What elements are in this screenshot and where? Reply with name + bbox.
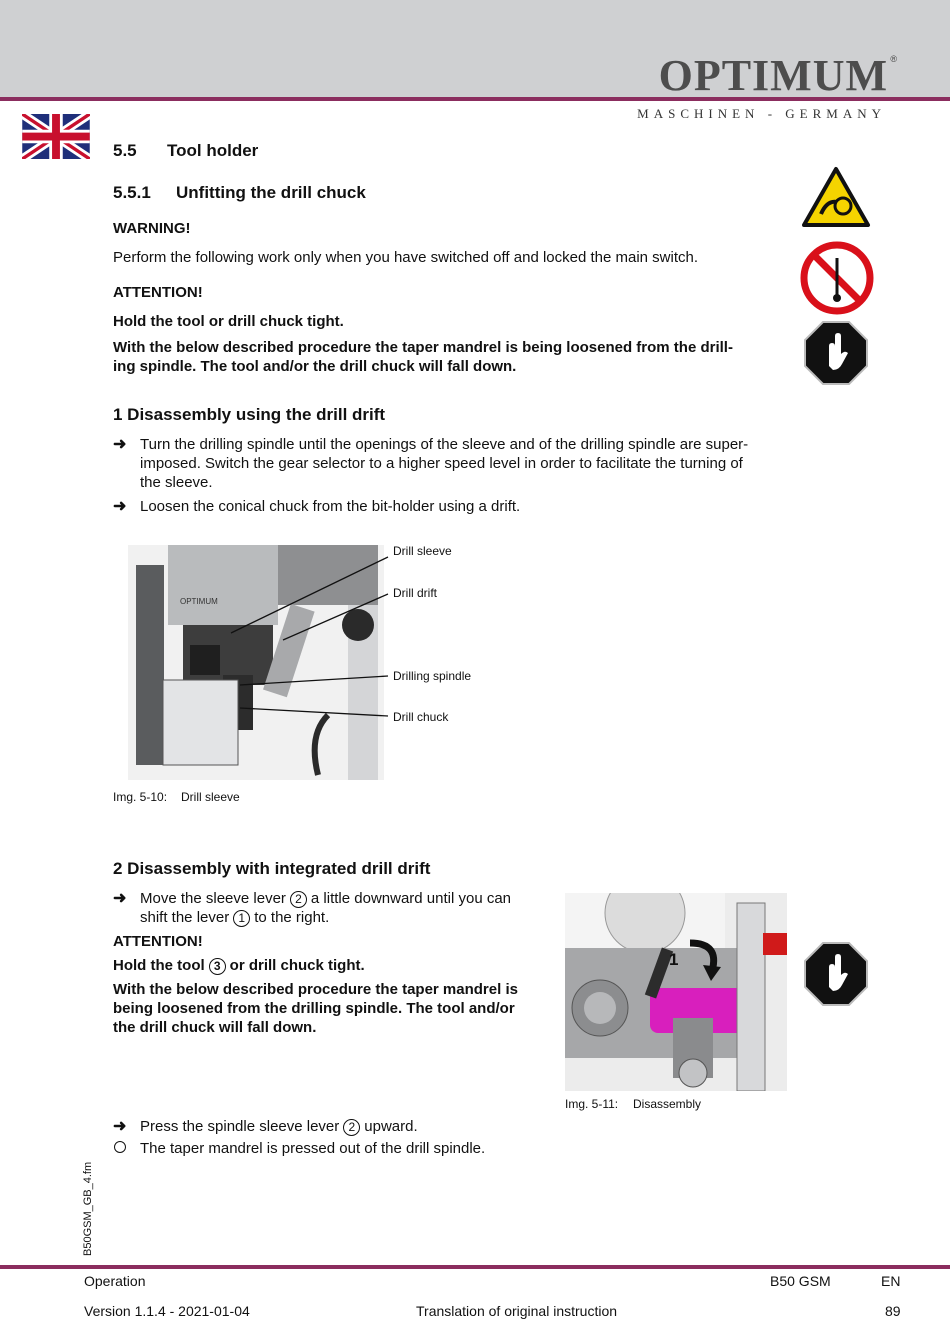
method2-procedure-line3: the drill chuck will fall down.	[113, 1019, 317, 1036]
registered-mark: ®	[890, 54, 897, 64]
arrow-bullet-icon: ➜	[113, 890, 127, 907]
photo-brand-label: OPTIMUM	[180, 597, 218, 606]
optimum-logo: OPTIMUM	[658, 51, 888, 100]
no-switch-on-icon	[799, 240, 875, 316]
footer-language: EN	[881, 1273, 901, 1289]
method2-step1-line1: Move the sleeve lever 2 a little downward until you can	[140, 890, 512, 907]
result-bullet-icon	[114, 1141, 126, 1153]
method2-step2: Press the spindle sleeve lever 2 upward.	[140, 1118, 418, 1135]
method2-attention-label: ATTENTION!	[113, 933, 203, 950]
callout-leader-lines	[225, 550, 390, 720]
method2-step1-line2: shift the lever 1 to the right.	[140, 909, 330, 926]
callout-drill-sleeve: Drill sleeve	[393, 544, 452, 558]
callout-drill-chuck: Drill chuck	[393, 710, 449, 724]
footer-chapter: Operation	[84, 1273, 146, 1289]
figure-caption-text: Drill sleeve	[181, 790, 240, 804]
marker-1: 1	[233, 910, 250, 927]
attention-procedure-line2: ing spindle. The tool and/or the drill chuck will fall down.	[113, 358, 517, 375]
subsection-title: Unfitting the drill chuck	[176, 183, 366, 202]
callout-drilling-spindle: Drilling spindle	[393, 669, 472, 683]
footer-version: Version 1.1.4 - 2021-01-04	[84, 1303, 250, 1319]
logo-subtitle: MASCHINEN - GERMANY	[637, 106, 886, 121]
method1-step1-line2: imposed. Switch the gear selector to a higher speed level in order to facilitate the turning of	[140, 455, 743, 472]
stop-hand-icon	[803, 320, 869, 386]
section-title: Tool holder	[167, 141, 259, 160]
figure2-caption-number: Img. 5-11:	[565, 1097, 619, 1111]
figure-caption-number: Img. 5-10:	[113, 790, 168, 804]
figure2-caption-text: Disassembly	[633, 1097, 702, 1111]
arrow-bullet-icon: ➜	[113, 1118, 127, 1135]
uk-flag-icon	[22, 114, 90, 159]
warning-text: Perform the following work only when you have switched off and locked the main switch.	[113, 249, 699, 266]
disassembly-photo	[565, 893, 787, 1091]
method1-heading: 1 Disassembly using the drill drift	[113, 405, 386, 424]
footer-model: B50 GSM	[770, 1273, 831, 1289]
attention-hold-text: Hold the tool or drill chuck tight.	[113, 313, 344, 330]
hand-crush-warning-icon	[801, 166, 871, 228]
method2-heading: 2 Disassembly with integrated drill drift	[113, 859, 431, 878]
section-number: 5.5	[113, 141, 137, 160]
footer-page-number: 89	[885, 1303, 901, 1319]
callout-drill-drift: Drill drift	[393, 586, 437, 600]
file-label: B50GSM_GB_4.fm	[82, 1161, 94, 1256]
marker-3: 3	[209, 958, 226, 975]
footer-rule	[0, 1265, 950, 1269]
warning-label: WARNING!	[113, 220, 191, 237]
method2-procedure-line2: being loosened from the drilling spindle. The tool and/or	[113, 1000, 515, 1017]
footer-translation-note: Translation of original instruction	[416, 1303, 618, 1319]
marker-2: 2	[343, 1119, 360, 1136]
attention-label: ATTENTION!	[113, 284, 203, 301]
marker-2: 2	[290, 891, 307, 908]
arrow-bullet-icon: ➜	[113, 436, 127, 453]
arrow-bullet-icon: ➜	[113, 498, 127, 515]
method1-step1-line1: Turn the drilling spindle until the openings of the sleeve and of the drilling spindle are super-	[140, 436, 749, 453]
method2-procedure-line1: With the below described procedure the taper mandrel is	[113, 981, 518, 998]
method1-step1-line3: the sleeve.	[140, 474, 213, 491]
stop-hand-icon	[803, 941, 869, 1007]
attention-procedure-line1: With the below described procedure the taper mandrel is being loosened from the drill-	[113, 339, 733, 356]
photo-marker-1: 1	[669, 950, 679, 969]
subsection-number: 5.5.1	[113, 183, 151, 202]
method1-step2: Loosen the conical chuck from the bit-holder using a drift.	[140, 498, 521, 515]
method2-hold-text: Hold the tool 3 or drill chuck tight.	[113, 957, 365, 974]
method2-result: The taper mandrel is pressed out of the drill spindle.	[140, 1140, 486, 1157]
